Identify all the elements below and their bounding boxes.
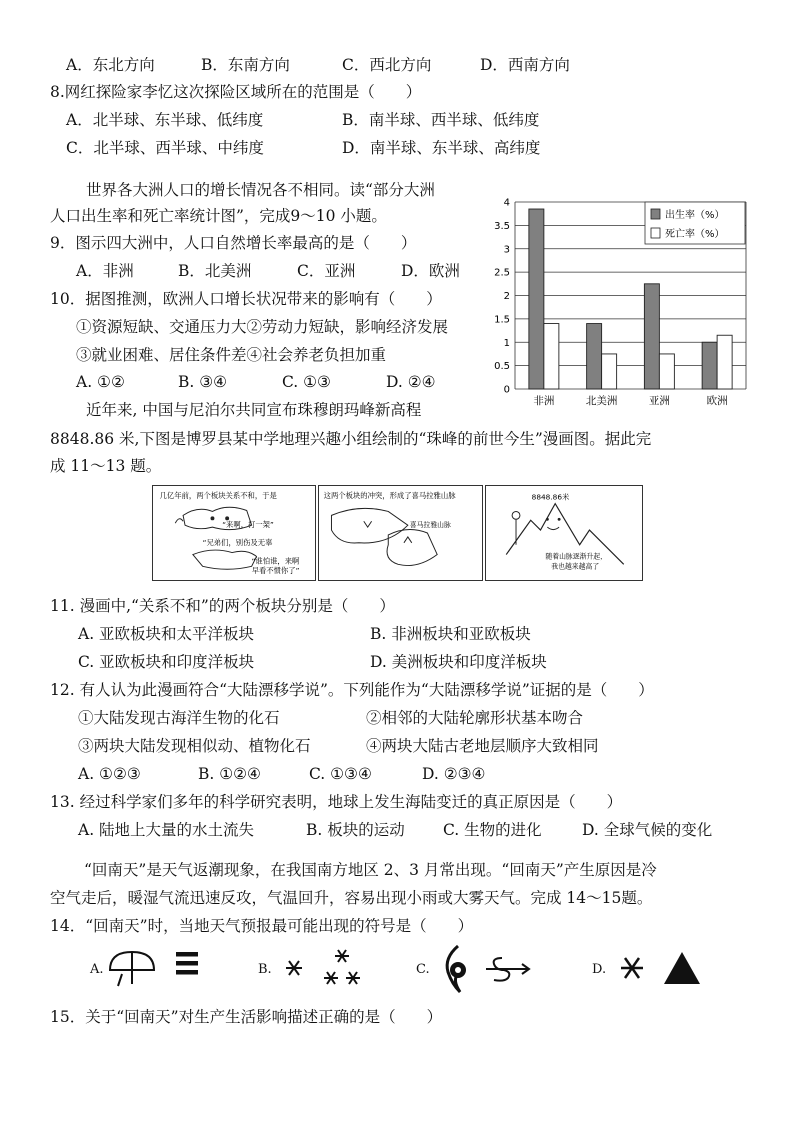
comic-p2-caption: 这两个板块的冲突，形成了喜马拉雅山脉 [323,490,456,500]
q7-option-c[interactable]: C．西北方向 [342,56,432,74]
q9-stem: 9．图示四大洲中，人口自然增长率最高的是（ ） [50,234,417,252]
q12-option-d[interactable]: D. ②③④ [422,765,486,783]
snow-and-hail-icon[interactable] [614,944,704,994]
intro3-line2: 空气走后，暖湿气流迅速反攻，气温回升，容易出现小雨或大雾天气。完成 14～15题。 [50,889,653,907]
comic-p2-mountain-label: 喜马拉雅山脉 [409,521,451,530]
q12-item-2: ②相邻的大陆轮廓形状基本吻合 [366,709,584,727]
chart-ytick-label: 2.5 [494,267,510,279]
chart-legend-label: 出生率（%） [665,210,725,221]
q8-option-c[interactable]: C．北半球、西半球、中纬度 [66,139,264,157]
birth-rate-bar [529,209,544,389]
chart-ytick-label: 1 [503,337,510,349]
intro2-line1: 近年来, 中国与尼泊尔共同宣布珠穆朗玛峰新高程 [86,401,422,419]
intro3-line1: “回南天”是天气返潮现象，在我国南方地区 2、3 月常出现。“回南天”产生原因是冷 [84,861,657,879]
chart-ytick-label: 0.5 [494,361,510,373]
q10-option-c[interactable]: C. ①③ [282,373,331,391]
q9-option-a[interactable]: A．非洲 [76,262,134,280]
q12-item-1: ①大陆发现古海洋生物的化石 [78,709,280,727]
q9-option-c[interactable]: C．亚洲 [297,262,356,280]
intro1-line1: 世界各大洲人口的增长情况各不相同。读“部分大洲 [86,181,435,199]
q8-option-b[interactable]: B．南半球、西半球、低纬度 [342,111,540,129]
q10-option-b[interactable]: B. ③④ [178,373,228,391]
q10-stem: 10．据图推测，欧洲人口增长状况带来的影响有（ ） [50,290,442,308]
q9-option-d[interactable]: D．欧洲 [401,262,460,280]
chart-ytick-label: 3 [503,244,510,256]
q14-option-a-label[interactable]: A. [90,962,104,977]
birth-rate-bar [644,284,659,389]
q13-option-d[interactable]: D. 全球气候的变化 [582,821,713,839]
q14-stem: 14．“回南天”时，当地天气预报最可能出现的符号是（ ） [50,917,474,935]
q10-option-d[interactable]: D. ②④ [386,373,436,391]
q14-option-c-label[interactable]: C. [416,962,430,977]
snow-and-heavy-snow-icon[interactable] [284,944,374,994]
q12-stem: 12. 有人认为此漫画符合“大陆漂移学说”。下列能作为“大陆漂移学说”证据的是（ ） [50,681,654,699]
q12-item-3: ③两块大陆发现相似动、植物化石 [78,737,311,755]
q9-option-b[interactable]: B．北美洲 [178,262,252,280]
comic-p1-caption: 几亿年前，两个板块关系不和，于是 [159,490,277,500]
death-rate-bar [544,324,559,389]
q12-option-c[interactable]: C. ①③④ [309,765,372,783]
q8-option-a[interactable]: A．北半球、东半球、低纬度 [66,111,264,129]
comic-panel-2 [318,485,483,581]
comic-p3-speech-2: 我也越来越高了 [551,562,600,571]
comic-p1-speech-4: 早看不惯你了” [251,566,300,576]
q11-option-a[interactable]: A. 亚欧板块和太平洋板块 [78,625,255,643]
plate-right-drawing [193,550,257,569]
comic-p3-speech-1: 随着山脉逐渐升起， [545,552,608,561]
death-rate-bar [659,354,674,389]
chart-legend-label: 死亡率（%） [665,229,725,240]
q7-option-a[interactable]: A．东北方向 [66,56,155,74]
intro1-line2: 人口出生率和死亡率统计图”，完成9～10 小题。 [50,207,387,225]
q8-stem: 8.网红探险家李忆这次探险区域所在的范围是（ ） [50,83,422,101]
chart-legend-swatch [651,228,660,238]
chart-ytick-label: 1.5 [494,314,510,326]
q10-option-a[interactable]: A. ①② [76,373,125,391]
q12-item-4: ④两块大陆古老地层顺序大致相同 [366,737,599,755]
comic-p3-height-label: 8848.86米 [531,492,570,502]
q10-item-line1: ①资源短缺、交通压力大②劳动力短缺，影响经济发展 [76,318,449,336]
chart-ytick-label: 2 [503,291,510,302]
q10-item-line2: ③就业困难、居住条件差④社会养老负担加重 [76,346,387,364]
population-rate-bar-chart [488,192,758,414]
typhoon-and-sandstorm-icon[interactable] [438,944,538,994]
chart-ytick-label: 0 [503,384,510,396]
q14-option-b-label[interactable]: B. [258,962,272,977]
birth-rate-bar [702,342,717,389]
death-rate-bar [717,335,732,389]
chart-category-label: 北美洲 [585,395,618,407]
intro2-line2: 8848.86 米,下图是博罗县某中学地理兴趣小组绘制的“珠峰的前世今生”漫画图。据此完 [50,430,652,448]
q13-option-c[interactable]: C. 生物的进化 [443,821,542,839]
chart-ytick-label: 4 [503,197,510,209]
chart-category-label: 亚洲 [648,395,670,407]
q7-option-d[interactable]: D．西南方向 [480,56,570,74]
comic-p1-speech-1: “来啊，打一架” [222,520,274,530]
q13-option-a[interactable]: A. 陆地上大量的水土流失 [78,821,255,839]
q11-option-d[interactable]: D. 美洲板块和印度洋板块 [370,653,547,671]
chart-category-label: 非洲 [533,395,555,407]
q7-option-b[interactable]: B．东南方向 [201,56,290,74]
birth-rate-bar [587,324,602,389]
chart-ytick-label: 3.5 [494,220,510,232]
q11-option-b[interactable]: B. 非洲板块和亚欧板块 [370,625,531,643]
chart-category-label: 欧洲 [706,395,728,407]
q12-option-a[interactable]: A. ①②③ [78,765,141,783]
comic-p1-speech-3: “谁怕谁，来啊 [251,556,300,566]
q11-option-c[interactable]: C. 亚欧板块和印度洋板块 [78,653,255,671]
intro2-line3: 成 11～13 题。 [50,457,162,475]
q13-stem: 13. 经过科学家们多年的科学研究表明，地球上发生海陆变迁的真正原因是（ ） [50,793,623,811]
q15-stem: 15．关于“回南天”对生产生活影响描述正确的是（ ） [50,1008,443,1026]
q12-option-b[interactable]: B. ①②④ [198,765,261,783]
comic-p1-speech-2: “兄弟们，别伤及无辜 [202,537,273,547]
comic-panel-3 [485,485,643,581]
q14-option-d-label[interactable]: D. [592,962,607,977]
death-rate-bar [602,354,617,389]
q11-stem: 11. 漫画中,“关系不和”的两个板块分别是（ ） [50,597,395,615]
plate-collision-left [331,508,407,543]
q8-option-d[interactable]: D．南半球、东半球、高纬度 [342,139,541,157]
q13-option-b[interactable]: B. 板块的运动 [306,821,405,839]
comic-panel-1 [152,485,316,581]
light-rain-and-fog-icon[interactable] [104,944,200,994]
chart-legend-swatch [651,209,660,219]
